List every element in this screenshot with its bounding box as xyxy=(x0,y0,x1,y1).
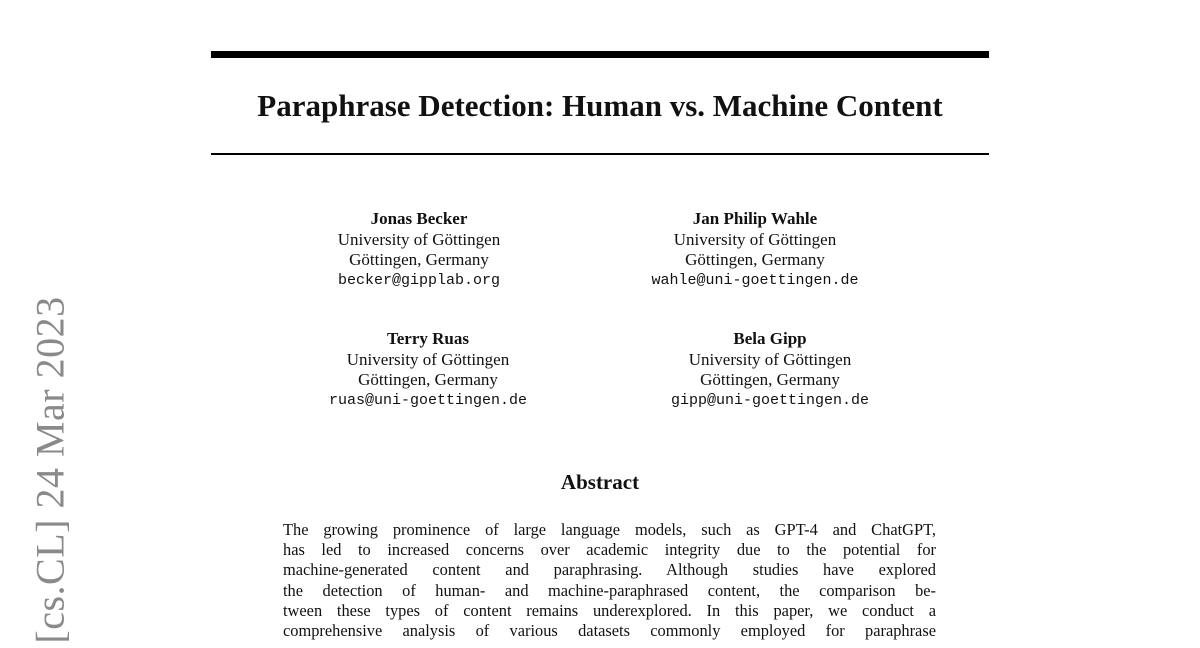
author-name: Terry Ruas xyxy=(386,329,469,348)
author-affiliation: University of Göttingen xyxy=(688,349,852,369)
author-name: Bela Gipp xyxy=(733,329,807,348)
abstract-body xyxy=(283,520,936,641)
author-email: ruas@uni-goettingen.de xyxy=(328,391,528,409)
author-block xyxy=(269,209,569,291)
author-affiliation: University of Göttingen xyxy=(337,229,501,249)
abstract-line: comprehensive analysis of various datasets commonly employed for paraphrase xyxy=(283,621,936,641)
author-location: Göttingen, Germany xyxy=(685,250,825,269)
author-block xyxy=(278,329,578,411)
author-name: Jan Philip Wahle xyxy=(692,209,818,228)
author-email: wahle@uni-goettingen.de xyxy=(651,271,859,289)
abstract-line: tween these types of content remains underexplored. In this paper, we conduct a xyxy=(283,600,936,620)
paper-title: Paraphrase Detection: Human vs. Machine Content xyxy=(257,88,943,123)
abstract-line: the detection of human- and machine-paraphrased content, the comparison be- xyxy=(283,580,936,600)
abstract-line: has led to increased concerns over academic integrity due to the potential for xyxy=(283,540,936,560)
author-block xyxy=(605,209,905,291)
author-email: becker@gipplab.org xyxy=(337,271,501,289)
abstract-line: machine-generated content and paraphrasing. Although studies have explored xyxy=(283,560,936,580)
author-email: gipp@uni-goettingen.de xyxy=(670,391,870,409)
author-block xyxy=(620,329,920,411)
author-name: Jonas Becker xyxy=(370,209,468,228)
arxiv-stamp: [cs.CL] 24 Mar 2023 xyxy=(27,296,73,644)
author-affiliation: University of Göttingen xyxy=(346,349,510,369)
abstract-line: The growing prominence of large language models, such as GPT-4 and ChatGPT, xyxy=(283,520,936,539)
title-bottom-rule xyxy=(211,153,989,155)
author-location: Göttingen, Germany xyxy=(358,370,498,389)
author-affiliation: University of Göttingen xyxy=(673,229,837,249)
abstract-heading: Abstract xyxy=(560,470,640,494)
title-top-rule xyxy=(211,51,989,58)
author-location: Göttingen, Germany xyxy=(700,370,840,389)
author-location: Göttingen, Germany xyxy=(349,250,489,269)
